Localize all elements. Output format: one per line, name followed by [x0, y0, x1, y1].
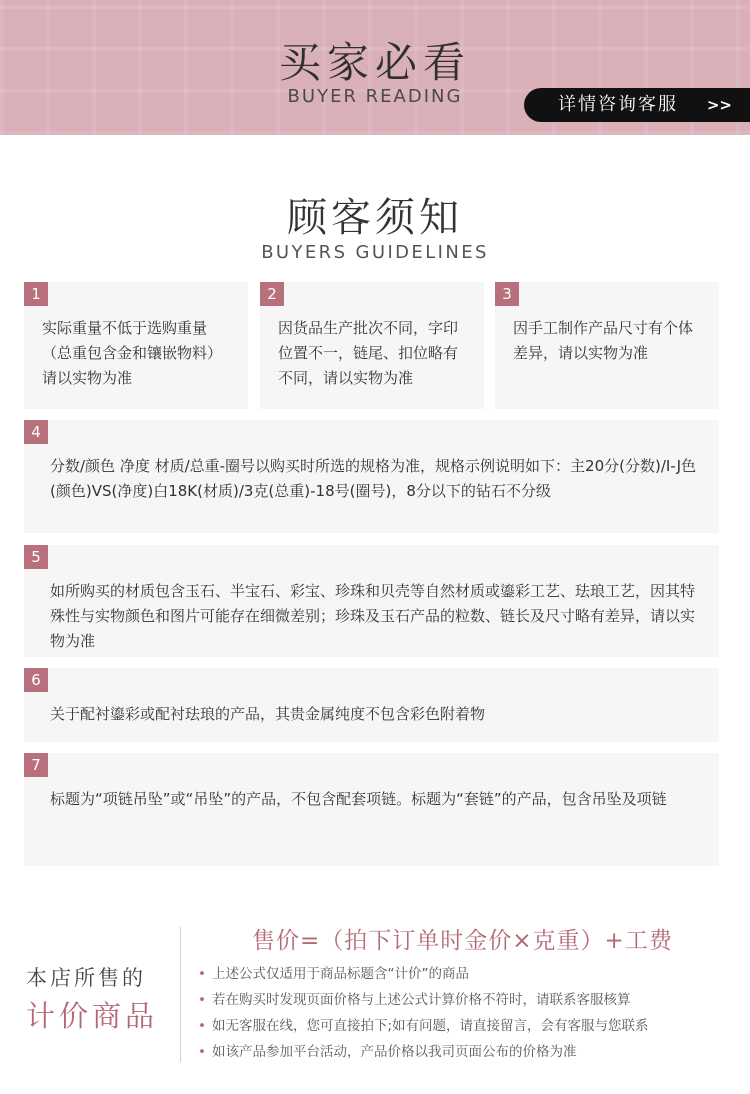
guideline-card-3: [495, 282, 719, 409]
header-banner: [0, 0, 750, 135]
guidelines-title: 顾客须知: [287, 195, 463, 241]
guideline-number-badge: 5: [24, 545, 48, 569]
pricing-note-text: 如该产品参加平台活动，产品价格以我司页面公布的价格为准: [211, 1044, 577, 1060]
double-chevron-right-icon: >>: [706, 96, 732, 114]
guideline-text: 如所购买的材质包含玉石、半宝石、彩宝、珍珠和贝壳等自然材质或鎏彩工艺、珐琅工艺，因其特殊性与实物颜色和图片可能存在细微差别；珍珠及玉石产品的粒数、链长及尺寸略有差异，请以实物为准: [50, 582, 696, 650]
guideline-number-badge: 4: [24, 420, 48, 444]
guideline-text: 因货品生产批次不同，字印位置不一，链尾、扣位略有不同，请以实物为准: [278, 319, 459, 387]
bullet-dot-icon: •: [198, 1044, 206, 1060]
banner-subtitle: BUYER READING: [287, 86, 463, 107]
guideline-text: 分数/颜色 净度 材质/总重-圈号以购买时所选的规格为准，规格示例说明如下：主20分(分数)/I-J色(颜色)VS(净度)白18K(材质)/3克(总重)-18号(圈号)，8分以下的钻石不分级: [50, 457, 697, 500]
guideline-number-badge: 3: [495, 282, 519, 306]
priced-goods-label: 计价商品: [26, 999, 159, 1033]
guideline-card-2: [260, 282, 484, 409]
guideline-text: 实际重量不低于选购重量（总重包含金和镶嵌物料）请以实物为准: [42, 319, 223, 387]
guideline-number-badge: 2: [260, 282, 284, 306]
list-item: [198, 1016, 748, 1042]
guideline-text: 因手工制作产品尺寸有个体差异，请以实物为准: [513, 319, 694, 362]
customer-service-button[interactable]: [524, 88, 750, 122]
pricing-note-text: 若在购买时发现页面价格与上述公式计算价格不符时，请联系客服核算: [211, 992, 631, 1008]
guideline-card-1: [24, 282, 248, 409]
customer-service-label: 详情咨询客服: [558, 94, 678, 115]
bullet-dot-icon: •: [198, 992, 206, 1008]
pricing-note-text: 如无客服在线，您可直接拍下;如有问题，请直接留言，会有客服与您联系: [211, 1018, 649, 1034]
pricing-note-text: 上述公式仅适用于商品标题含“计价”的商品: [211, 966, 469, 982]
guideline-card-4: [24, 420, 719, 533]
guideline-number-badge: 6: [24, 668, 48, 692]
guideline-text: 标题为“项链吊坠”或“吊坠”的产品，不包含配套项链。标题为“套链”的产品，包含吊坠及项链: [50, 790, 667, 808]
guideline-number-badge: 7: [24, 753, 48, 777]
list-item: [198, 964, 748, 990]
list-item: [198, 990, 748, 1016]
price-formula: 售价=（拍下订单时金价×克重）+工费: [252, 928, 673, 954]
pricing-notes-list: [198, 964, 748, 1068]
guidelines-subtitle: BUYERS GUIDELINES: [261, 242, 489, 263]
bullet-dot-icon: •: [198, 1018, 206, 1034]
banner-title: 买家必看: [278, 38, 471, 87]
list-item: [198, 1042, 748, 1068]
guideline-card-7: [24, 753, 719, 866]
store-label: 本店所售的: [26, 966, 146, 990]
bullet-dot-icon: •: [198, 966, 206, 982]
guideline-card-5: [24, 545, 719, 657]
guideline-text: 关于配衬鎏彩或配衬珐琅的产品，其贵金属纯度不包含彩色附着物: [50, 705, 486, 723]
guideline-card-6: [24, 668, 719, 742]
guideline-number-badge: 1: [24, 282, 48, 306]
vertical-divider: [180, 927, 181, 1062]
